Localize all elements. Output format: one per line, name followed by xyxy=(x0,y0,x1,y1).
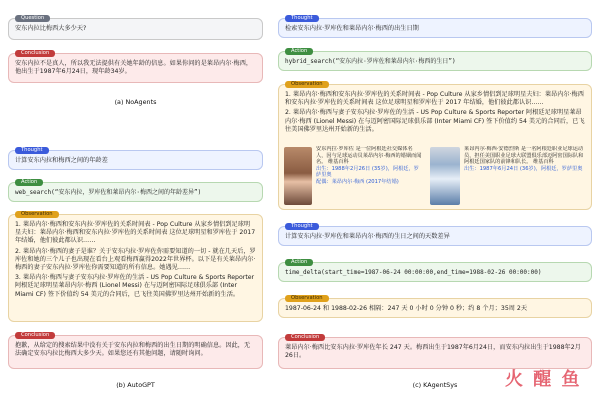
observation-item: 3. 莱昂内尔·梅西与妻子安东内拉·罗库佐的生活 - US Pop Culture & Sports Reporter 阿根廷足球明星莱昂内尔·梅西 (Lionel Messi) 在与迈阿密国际足球俱乐部 (Inter Miami CF) 签下价值约 54 美元的合同后，已飞往美国佛罗里达州开始新的生活。 xyxy=(15,274,255,298)
observation-item: 2. 莱昂内尔·梅西与妻子安东内拉·罗库佐的生活 - US Pop Culture & Sports Reporter 阿根廷足球明星莱昂内尔·梅西 (Lionel Messi) 在与迈阿密国际足球俱乐部 (Inter Miami CF) 签下价值约 54 美元的合同后，已飞往美国佛罗里达州开始新的生活。 xyxy=(285,109,585,133)
action-text: hybrid_search(“安东内拉·罗库佐和莱昂内尔·梅西的生日”) xyxy=(285,58,456,65)
question-text: 安东内拉比梅西大多少天? xyxy=(15,25,87,32)
action-tag: Action xyxy=(285,259,313,266)
thought-text: 计算安东内拉·罗库佐和莱昂内尔·梅西的生日之间的天数差异 xyxy=(285,233,450,240)
thought-text: 计算安东内拉和梅西之间的年龄差 xyxy=(15,157,108,164)
kb-spouse: 配偶：莱昂内尔·梅西 (2017年结婚) xyxy=(316,178,399,185)
action-text: web_search(“安东内拉，罗库佐和莱昂内尔·梅西之间的年龄差异”) xyxy=(15,189,202,196)
kagentsys-observation2-card xyxy=(278,295,592,318)
conclusion-text: 抱歉，从给定的搜索结果中没有关于安东内拉和梅西的出生日期的明确信息。因此，无法确定安东内拉比梅西大多少天。如果您还有其他问题，请随时询问。 xyxy=(15,342,251,358)
autogpt-conclusion-card xyxy=(8,332,263,369)
autogpt-thought-card xyxy=(8,147,263,170)
kagentsys-action2-card xyxy=(278,259,592,282)
action-tag: Action xyxy=(15,179,43,186)
kagentsys-conclusion-card xyxy=(278,334,592,369)
kagentsys-thought1-card xyxy=(278,15,592,38)
kb-text: 安东内拉·罗库佐 是一位阿根廷社交媒体名人，因与足球运动员莱昂内尔·梅西的婚姻而闻名。 维基百科 xyxy=(316,146,422,166)
conclusion-tag: Conclusion xyxy=(285,334,325,341)
thought-tag: Thought xyxy=(285,223,319,230)
autogpt-caption: (b) AutoGPT xyxy=(116,381,155,389)
messi-photo xyxy=(430,147,460,205)
no-agents-caption: (a) NoAgents xyxy=(114,98,157,106)
action-text: time_delta(start_time=1987-06-24 00:00:00,end_time=1988-02-26 00:00:00) xyxy=(285,269,542,276)
kb-born: 出生：1987年6月24日 (36岁)，阿根廷，罗萨里奥 xyxy=(464,165,583,172)
observation-text: 1987-06-24 和 1988-02-26 相隔：247 天 0 小时 0 分钟 0 秒；约 8 个月；35周 2天 xyxy=(285,305,528,312)
watermark-logo: 火 醒 鱼 xyxy=(505,369,582,390)
observation-item: 1. 莱昂内尔·梅西和安东内拉·罗库佐的关系时间表 - Pop Culture 从家乡情侣到足球明星夫妇：莱昂内尔·梅西和安东内拉·罗库佐的关系时间表 这位足球明星和罗库佐于 2017 年结婚，他们彼此都认识…… xyxy=(285,91,584,107)
kagentsys-thought2-card xyxy=(278,223,592,246)
observation-tag: Observation xyxy=(15,211,59,218)
conclusion-tag: Conclusion xyxy=(15,332,55,339)
question-tag: Question xyxy=(15,15,50,22)
thought-text: 检索安东内拉·罗库佐和莱昂内尔·梅西的出生日期 xyxy=(285,25,419,32)
knowledge-panel-messi xyxy=(464,146,586,206)
no-agents-question-card xyxy=(8,15,263,40)
action-tag: Action xyxy=(285,48,313,55)
knowledge-panel-antonela xyxy=(316,146,422,206)
kagentsys-caption: (c) KAgentSys xyxy=(412,381,458,389)
observation-item: 2. 莱昂内尔·梅西的妻子是谁？关于安东内拉·罗库佐你需要知道的一切 - 就在几天后，罗库佐和她的三个儿子也出现在看台上观看梅西赢得2022年世界杯。以下是有关莱昂内尔·梅西的妻子安东内拉·罗库佐你需要知道的所有信息。她遇见…… xyxy=(15,247,256,272)
kagentsys-action1-card xyxy=(278,48,592,71)
kb-born: 出生：1988年2月26日 (35岁)，阿根廷，罗萨里奥 xyxy=(316,165,419,179)
kb-text: 莱昂内尔·梅西·安德烈斯 是一名阿根廷职业足球运动员，担任美国职业足球大联盟俱乐部迈阿密国际队和阿根廷国家队的前锋和队长。 维基百科 xyxy=(464,146,584,166)
no-agents-conclusion-card xyxy=(8,50,263,83)
autogpt-observation-card xyxy=(8,211,263,322)
conclusion-text: 莱昂内尔·梅西比安东内拉·罗库佐年长 247 天。梅西出生于1987年6月24日，而安东内拉出生于1988年2月26日。 xyxy=(285,344,581,360)
antonela-photo xyxy=(284,147,312,205)
conclusion-text: 安东内拉不是真人，所以我无法提供有关她年龄的信息。如果你问的是莱昂内尔·梅西，他出生于1987年6月24日，现年龄34岁。 xyxy=(15,60,253,76)
thought-tag: Thought xyxy=(15,147,49,154)
thought-tag: Thought xyxy=(285,15,319,22)
observation-item: 1. 莱昂内尔·梅西和安东内拉·罗库佐的关系时间表 - Pop Culture 从家乡情侣到足球明星夫妇：莱昂内尔·梅西和安东内拉·罗库佐的关系时间表 这位足球明星和罗库佐于 2017 年结婚，他们彼此都认识…… xyxy=(15,221,256,245)
autogpt-action-card xyxy=(8,179,263,202)
conclusion-tag: Conclusion xyxy=(15,50,55,57)
observation-tag: Observation xyxy=(285,295,329,302)
observation-tag: Observation xyxy=(285,81,329,88)
